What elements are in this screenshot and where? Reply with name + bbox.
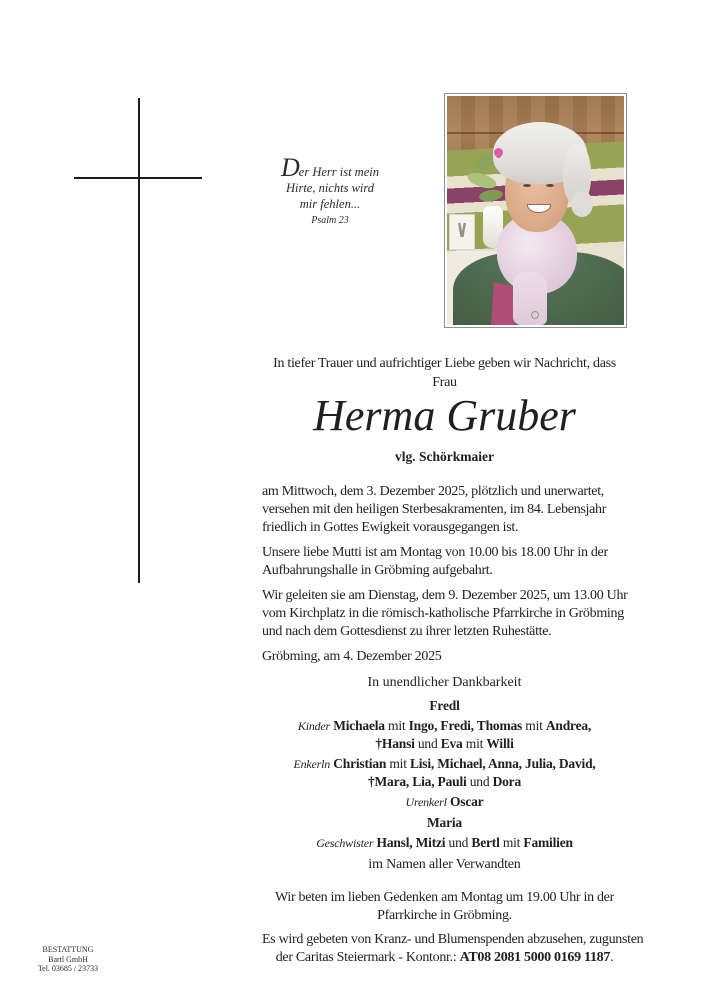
announcement-body [262, 483, 627, 673]
pink-flower-in-hair [494, 148, 503, 157]
psalm-line-3: mir fehlen... [299, 197, 361, 211]
psalm-quote [256, 153, 404, 229]
mourner-group-great-grandchild: Urenkerl Oscar [405, 794, 484, 809]
psalm-initial-letter: D [281, 153, 299, 182]
intro-line-2: Frau [432, 375, 457, 390]
antler-picture-card [449, 214, 475, 250]
mourners-closing: im Namen aller Verwandten [368, 857, 521, 872]
prayer-note: Wir beten im lieben Gedenken am Montag um 19.00 Uhr in der Pfarrkirche in Gröbming. [275, 890, 614, 923]
mourners-section [262, 674, 627, 873]
mourners-heading: In unendlicher Dankbarkeit [367, 675, 522, 690]
right-eye [546, 184, 554, 187]
donation-note: Es wird gebeten von Kranz- und Blumenspenden abzusehen, zugunsten der Caritas Steiermark - Kontonr.: AT08 2081 5000 0169 1187. [262, 932, 644, 965]
funeral-home-info [16, 945, 120, 974]
mourner-group-children: Kinder Michaela mit Ingo, Fredi, Thomas mit Andrea, †Hansi und Eva mit Willi [297, 718, 592, 751]
mourner-group-maria: Maria [427, 815, 462, 830]
mourner-group-siblings: Geschwister Hansl, Mitzi und Bertl mit Familien [316, 835, 573, 850]
portrait-photo-scene [447, 96, 624, 325]
pink-scarf-tail [513, 272, 547, 325]
hair-bun [571, 191, 593, 217]
intro-line-1: In tiefer Trauer und aufrichtiger Liebe geben wir Nachricht, dass [273, 356, 616, 371]
funeral-home-company: Bartl GmbH [48, 954, 88, 964]
jacket-button [531, 311, 539, 319]
psalm-line-1: Der Herr ist mein [281, 153, 379, 182]
portrait-photo [444, 93, 627, 328]
cross-horizontal-bar [74, 177, 202, 179]
paragraph-funeral-procession: Wir geleiten sie am Dienstag, dem 9. Dezember 2025, um 13.00 Uhr vom Kirchplatz in die römisch-katholische Pfarrkirche in Gröbming und nach dem Gottesdienst zu ihrer letzten Ruhestätte. [262, 588, 628, 639]
funeral-home-phone: Tel. 03685 / 23733 [37, 964, 99, 973]
paragraph-lying-in-state: Unsere liebe Mutti ist am Montag von 10.00 bis 18.00 Uhr in der Aufbahrungshalle in Gröbming aufgebahrt. [262, 545, 608, 578]
paragraph-death-notice: am Mittwoch, dem 3. Dezember 2025, plötzlich und unerwartet, versehen mit den heiligen Sterbesakramenten, im 84. Lebensjahr friedlich in Gottes Ewigkeit vorausgegangen ist. [262, 484, 607, 535]
antler-icon [458, 223, 466, 237]
mourner-group-widower: Fredl [429, 698, 460, 713]
announcement-intro [262, 354, 627, 392]
dateline: Gröbming, am 4. Dezember 2025 [262, 649, 442, 664]
mourner-group-grandchildren: Enkerln Christian mit Lisi, Michael, Anna, Julia, David, †Mara, Lia, Pauli und Dora [293, 756, 596, 789]
funeral-home-name: BESTATTUNG [42, 945, 94, 954]
psalm-line-2: Hirte, nichts wird [285, 181, 375, 195]
cross-vertical-bar [138, 98, 140, 583]
left-eye [523, 184, 531, 187]
psalm-source: Psalm 23 [311, 215, 349, 226]
deceased-name: Herma Gruber [313, 391, 576, 440]
vulgo-name: vlg. Schörkmaier [395, 449, 494, 464]
